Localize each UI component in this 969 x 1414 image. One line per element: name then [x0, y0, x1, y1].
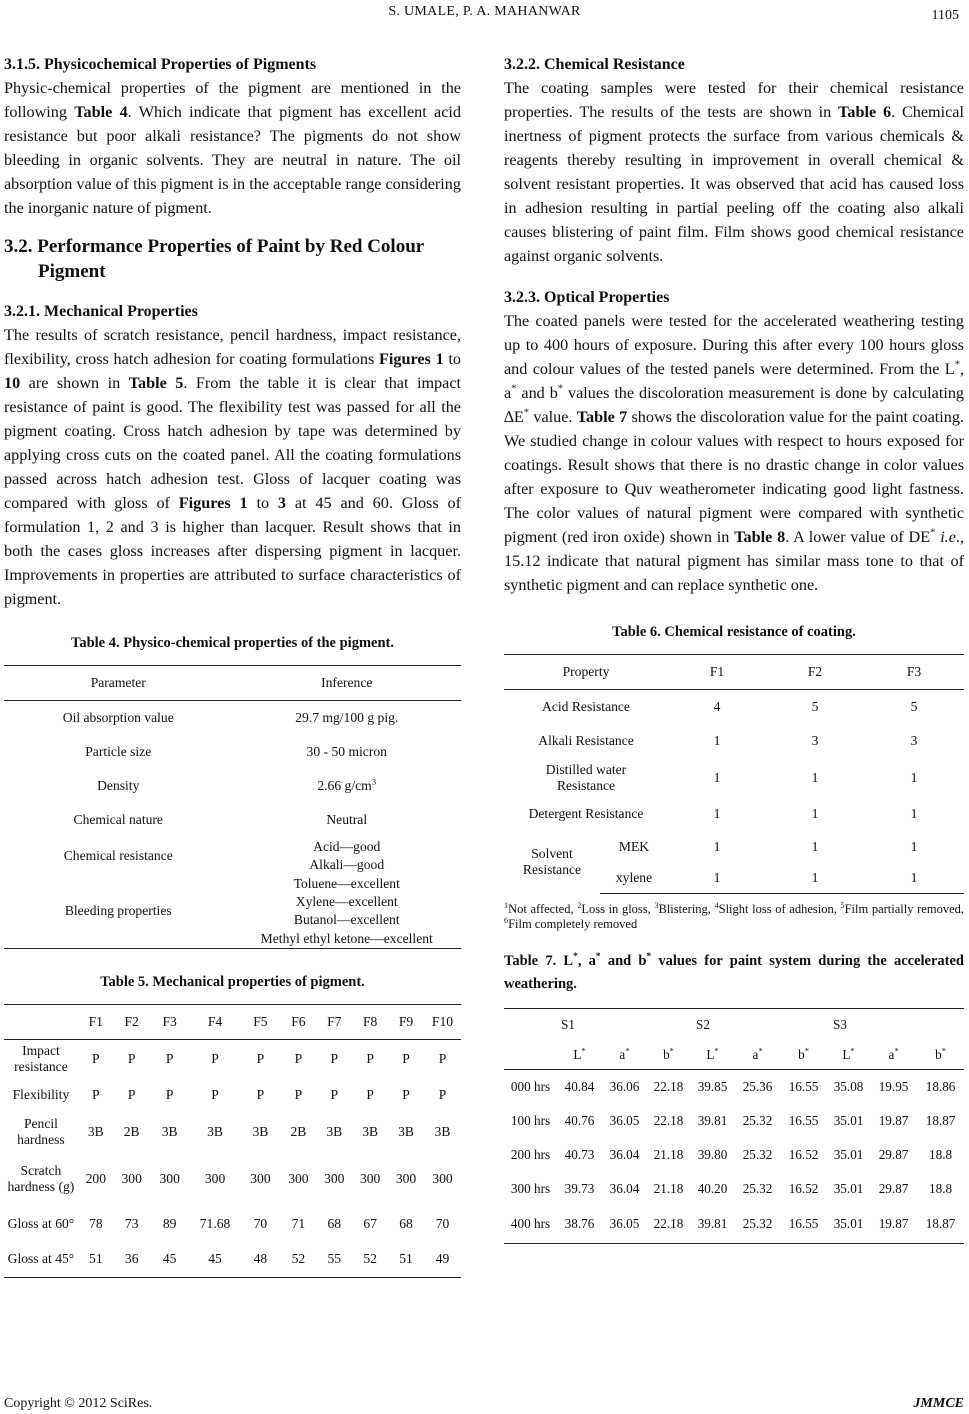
table-row: Solvent Resistance MEK 1 1 1: [522, 838, 918, 877]
section-3-2-1-paragraph: The results of scratch resistance, pencil hardness, impact resistance, flexibility, cross hatch adhesion for coating formulations Figures 1 to 10 are shown in Table 5. From the table it is clear that impact resistance of paint is good. The flexibility test was passed for all the pigment coating. Cross hatch adhesion by tape was determined by applying cross cuts on the coated panel. All the coating formulations passed across hatch adhesion test. Gloss of lacquer coating was compared with gloss of Figures 1 to 3 at 45 and 60. Gloss of formulation 1, 2 and 3 is higher than lacquer. Result shows that in both the cases gloss increases after dispersing pigment in lacquer. Improvements in properties are attributed to surface characteristics of pigment.: [4, 326, 462, 608]
section-3-2-3-paragraph: The coated panels were tested for the accelerated weathering testing up to 400 hours of exposure. During this after every 100 hours gloss and colour values of the tested panels were determined. From the L*, a* and b* values the discoloration measurement is done by calculating ∆E* value. Table 7 shows the discoloration value for the paint coating. We studied change in colour values with respect to hours exposed for coatings. Result shows that there is no drastic change in color values after exposure to Quv weatherometer indicating good light fastness. The color values of natural pigment were compared with synthetic pigment (red iron oxide) shown in Table 8. A lower value of DE* i.e., 15.12 indicate that natural pigment has similar mass tone to that of synthetic pigment and can replace synthetic one.: [504, 312, 965, 594]
section-3-2-1-heading: 3.2.1. Mechanical Properties: [4, 303, 198, 320]
running-title: S. UMALE, P. A. MAHANWAR: [388, 4, 581, 19]
table-5: F1 F2 F3 F4 F5 F6 F7 F8 F9 F10 Impact resistance P P P P P P P P P P Flexibility P P P P P P P P P P Pencil hardness 3B 2B 3B 3B 3B 2B 3B 3B 3B 3B Scratch hardness (g) 200 300 300 300 300 300 300 300 300 300 Gloss at 60° 78 73 89 71.68 70 71 68 67 68 70 Gloss at 45° 51 36 45 45 48 52 55 52 51 49: [4, 1004, 461, 1278]
table-row: Impact resistance P P P P P P P P P P: [14, 1043, 447, 1075]
table-header: Parameter: [90, 675, 146, 690]
section-3-2-2-heading: 3.2.2. Chemical Resistance: [504, 56, 685, 73]
table-6-caption: Table 6. Chemical resistance of coating.: [612, 624, 856, 640]
table-row: Acid Resistance 4 5 5: [542, 698, 918, 714]
table-6-footnote: $^1$Not affected, $^2$Loss in gloss, $^3$Blistering, $^4$Slight loss of adhesion, $^5$Film partially removed, $^6$Film completely removed: [504, 900, 964, 931]
table-row: 100 hrs 40.76 36.05 22.18 39.81 25.32 16.55 35.01 19.87 18.87: [510, 1112, 956, 1128]
table-row: Oil absorption value 29.7 mg/100 g pig.: [62, 709, 399, 725]
journal-name: JMMCE: [913, 1396, 964, 1411]
table-row: Scratch hardness (g) 200 300 300 300 300 300 300 300 300 300: [7, 1162, 453, 1194]
section-3-1-5-heading: 3.1.5. Physicochemical Properties of Pigments: [4, 56, 317, 73]
table-row: xylene 1 1 1: [504, 864, 964, 894]
table-row: 400 hrs 38.76 36.05 22.18 39.81 25.32 16.55 35.01 19.87 18.87: [504, 1206, 964, 1244]
table-row: Particle size 30 - 50 micron: [85, 743, 387, 759]
table-row: Bleeding properties Toluene—excellent Xylene—excellent Butanol—excellent Methyl ethyl ketone—excellent: [4, 875, 461, 949]
left-column: [4, 54, 461, 1278]
page-header: [0, 4, 969, 24]
table-header: Inference: [321, 675, 373, 690]
section-3-2-3-heading: 3.2.3. Optical Properties: [504, 289, 670, 306]
table-row: Chemical resistance Acid—good Alkali—good: [63, 838, 385, 872]
table-row: Chemical nature Neutral: [73, 811, 368, 827]
table-5-caption: Table 5. Mechanical properties of pigment.: [100, 974, 365, 990]
table-row: Gloss at 45° 51 36 45 45 48 52 55 52 51 49: [4, 1242, 461, 1278]
table-row: Detergent Resistance 1 1 1: [528, 805, 918, 821]
table-7-caption: Table 7. L*, a* and b* values for paint system during the accelerated weathering.: [504, 952, 965, 992]
table-4-caption: Table 4. Physico-chemical properties of the pigment.: [70, 635, 394, 651]
table-row: Density 2.66 $g/cm^3$: [97, 775, 377, 793]
table-row: Distilled water Resistance 1 1 1: [545, 761, 918, 793]
copyright: Copyright © 2012 SciRes.: [4, 1396, 153, 1411]
section-3-2-heading: 3.2. Performance Properties of Paint by Red Colour Pigment: [4, 236, 424, 282]
table-row: 300 hrs 39.73 36.04 21.18 40.20 25.32 16.52 35.01 29.87 18.8: [510, 1180, 953, 1196]
section-3-2-2-paragraph: The coating samples were tested for their chemical resistance properties. The results of the tests are shown in Table 6. Chemical inertness of pigment protects the surface from various chemicals & reagents thereby resulting in improvement in overall chemical & solvent resistant properties. It was observed that acid has caused loss in adhesion resulting in partial peeling off the coating also alkali causes blistering of paint film. Film shows good chemical resistance against organic solvents.: [504, 79, 964, 265]
table-row: Alkali Resistance 1 3 3: [538, 732, 918, 748]
table-4: [4, 665, 461, 949]
table-row: Flexibility P P P P P P P P P P: [12, 1087, 447, 1102]
table-row: Pencil hardness 3B 2B 3B 3B 3B 2B 3B 3B 3B 3B: [17, 1115, 451, 1147]
section-3-1-5-paragraph: Physic-chemical properties of the pigment are mentioned in the following Table 4. Which indicate that pigment has excellent acid resistance but poor alkali resistance? The pigments do not show bleeding in organic solvents. They are neutral in nature. The oil absorption value of this pigment is in the acceptable range considering the inorganic nature of pigment.: [4, 79, 461, 217]
table-row: 000 hrs 40.84 36.06 22.18 39.85 25.36 16.55 35.08 19.95 18.86: [510, 1078, 956, 1094]
table-6: Property F1 F2 F3 Acid Resistance 4 5 5 Alkali Resistance 1 3 3 Distilled water Resistance 1 1 1 Detergent Resistance 1 1 1 Solvent Resistance MEK 1 1 1 xylene 1 1 1: [504, 654, 964, 894]
table-row: Gloss at 60° 78 73 89 71.68 70 71 68 67 68 70: [7, 1215, 450, 1231]
page-number: 1105: [931, 8, 959, 23]
table-7: S1 S2 S3 L* a* b* L* a* b* L* a* b* 000 hrs 40.84 36.06 22.18 39.85 25.36 16.55 35.08 19.95 18.86 100 hrs 40.76 36.05 22.18 39.81 25.32 16.55 35.01 19.87 18.87 200 hrs 40.73 36.04 21.18 39.80 25.32 16.52 35.01 29.87 18.8 300 hrs 39.73 36.04 21.18 40.20 25.32 16.52 35.01 29.87 18.8 400 hrs 38.76 36.05 22.18 39.81 25.32 16.55 35.01 19.87 18.87: [504, 1008, 964, 1244]
table-row: 200 hrs 40.73 36.04 21.18 39.80 25.32 16.52 35.01 29.87 18.8: [510, 1146, 953, 1162]
right-column: [504, 54, 964, 1244]
